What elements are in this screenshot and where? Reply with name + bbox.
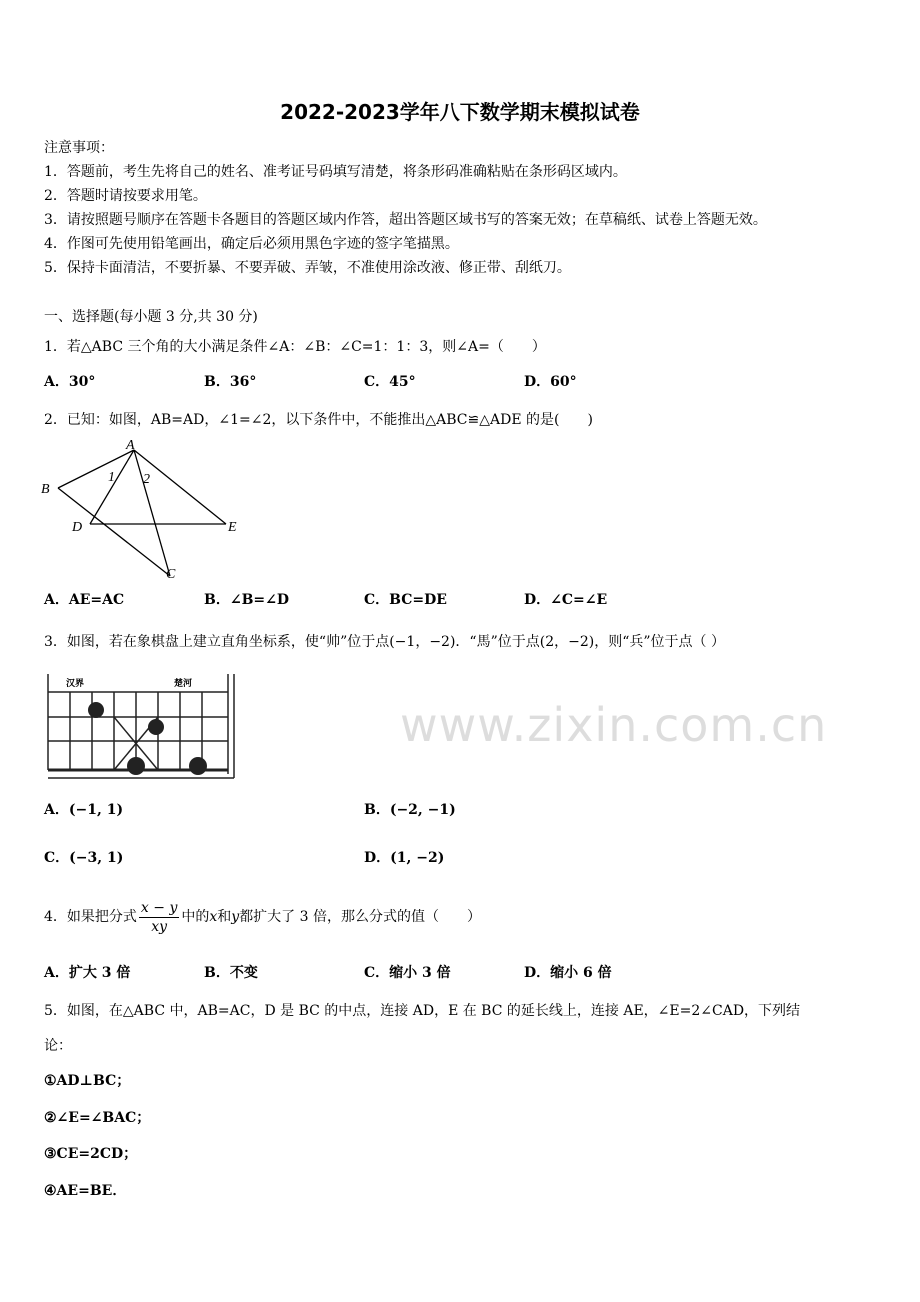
label-b: B [41, 482, 50, 497]
label-e: E [228, 520, 237, 535]
note-item: 5．保持卡面清洁，不要折暴、不要弄破、弄皱，不准使用涂改液、修正带、刮纸刀。 [44, 260, 571, 276]
option-b: B．不变 [204, 965, 258, 981]
conclusion-item: ②∠E=∠BAC； [44, 1110, 151, 1126]
option-c: C．45° [364, 374, 416, 390]
option-b: B．∠B=∠D [204, 592, 289, 608]
option-a: A．AE=AC [44, 592, 125, 608]
fraction [139, 899, 179, 936]
triangle-figure [38, 436, 248, 584]
question-5-stem: 5．如图，在△ABC 中，AB=AC，D 是 BC 的中点，连接 AD，E 在 BC 的延长线上，连接 AE，∠E=2∠CAD，下列结 [44, 1003, 801, 1019]
question-2-stem: 2．已知：如图，AB=AD，∠1=∠2，以下条件中，不能推出△ABC≌△ADE 的是( ) [44, 412, 593, 428]
question-1-stem: 1．若△ABC 三个角的大小满足条件∠A：∠B：∠C=1：1：3，则∠A=（ ） [44, 339, 546, 355]
option-a: A．30° [44, 374, 96, 390]
label-d: D [72, 520, 83, 535]
note-item: 2．答题时请按要求用笔。 [44, 188, 207, 204]
question-5-stem-cont: 论： [44, 1038, 72, 1054]
question-3-stem: 3．如图，若在象棋盘上建立直角坐标系，使“帅”位于点(−1，−2)．“馬”位于点(2，−2)，则“兵”位于点（ ） [44, 634, 725, 650]
label-c: C [166, 567, 176, 582]
question-4-stem [44, 898, 481, 936]
option-c: C．BC=DE [364, 592, 447, 608]
option-d: D．(1, −2) [364, 850, 445, 866]
conclusion-item: ④AE=BE． [44, 1183, 127, 1199]
variable-y: y [231, 909, 240, 925]
page-title: 2022-2023学年八下数学期末模拟试卷 [280, 100, 640, 124]
option-a: A．扩大 3 倍 [44, 965, 131, 981]
conclusion-item: ①AD⊥BC； [44, 1073, 131, 1089]
variable-x: x [209, 909, 218, 925]
note-item: 3．请按照题号顺序在答题卡各题目的答题区域内作答，超出答题区域书写的答案无效；在草稿纸、试卷上答题无效。 [44, 212, 767, 228]
stem-text: 4．如果把分式 [44, 909, 137, 925]
watermark: www.zixin.com.cn [400, 698, 828, 752]
option-c: C．缩小 3 倍 [364, 965, 451, 981]
section-heading: 一、选择题(每小题 3 分,共 30 分) [44, 309, 258, 325]
stem-text: 中的 [181, 909, 210, 925]
option-d: D．∠C=∠E [524, 592, 608, 608]
stem-text: 都扩大了 3 倍，那么分式的值（ ） [239, 909, 481, 925]
denominator: xy [151, 918, 168, 935]
option-c: C．(−3, 1) [44, 850, 124, 866]
option-a: A．(−1, 1) [44, 802, 124, 818]
option-b: B．(−2, −1) [364, 802, 456, 818]
note-item: 1．答题前，考生先将自己的姓名、准考证号码填写清楚，将条形码准确粘贴在条形码区域内。 [44, 164, 627, 180]
notes-heading: 注意事项： [44, 140, 114, 156]
option-b: B．36° [204, 374, 257, 390]
conclusion-item: ③CE=2CD； [44, 1146, 138, 1162]
label-a: A [126, 438, 135, 453]
stem-text: 和 [217, 909, 232, 925]
board-label-right: 楚河 [174, 679, 193, 689]
label-angle-2: 2 [143, 472, 150, 487]
option-d: D．缩小 6 倍 [524, 965, 612, 981]
label-angle-1: 1 [108, 470, 115, 485]
board-label-left: 汉界 [66, 679, 85, 689]
option-d: D．60° [524, 374, 577, 390]
note-item: 4．作图可先使用铅笔画出，确定后必须用黑色字迹的签字笔描黑。 [44, 236, 459, 252]
chess-board-figure [44, 670, 236, 782]
numerator: x − y [140, 899, 178, 916]
